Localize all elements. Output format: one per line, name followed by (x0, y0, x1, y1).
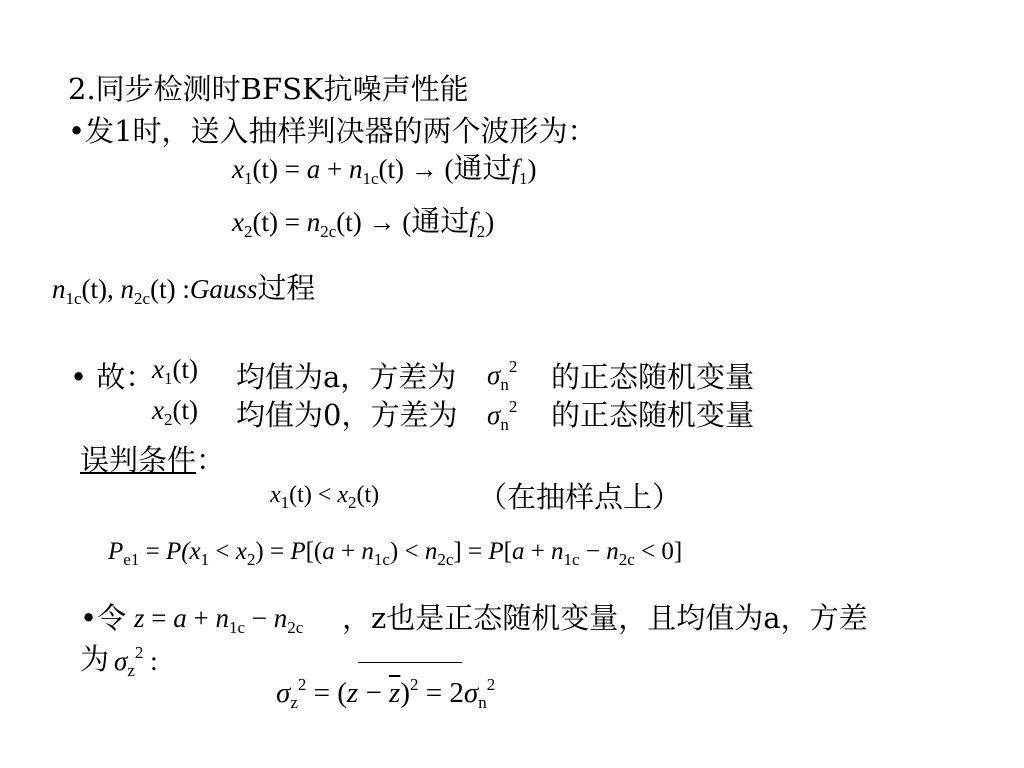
z-bar: $\overline{z}$ (389, 677, 401, 709)
variance-equation: $\sigma_z^2 = (z - \overline{z})^2 = 2\sigma_n^2$ (276, 675, 496, 712)
therefore-row1-text1: 均值为a，方差为 (236, 360, 457, 394)
error-inequality: $x_1(t) < x_2(t)$ (270, 482, 380, 512)
equation-x2: $x_2(t) = n_{2c}(t)$ → (通过$f_2$) (232, 206, 495, 241)
equation-x1: $x_1(t) = a + n_{1c}(t)$ → (通过$f_1$) (232, 153, 537, 188)
expectation-overline (358, 662, 462, 663)
therefore-bullet: • 故： (70, 360, 155, 394)
let-bullet: •令 (80, 601, 127, 635)
sampling-point-note: （在抽样点上） (478, 480, 682, 514)
therefore-row1-sigma: $\sigma_n^2$ (487, 357, 518, 394)
therefore-row1-var: $x_1(t)$ (152, 354, 198, 388)
therefore-row2-text2: 的正态随机变量 (551, 398, 755, 432)
error-condition-heading: 误判条件： (80, 443, 226, 477)
therefore-row2-text1: 均值为0，方差为 (236, 398, 458, 432)
therefore-row2-var: $x_2(t)$ (152, 395, 198, 429)
variance-prefix: 为 (80, 642, 110, 676)
gauss-process-line: $n_{1c}(t)$, $n_{2c}(t)$ :Gauss过程 (52, 273, 316, 308)
z-description: ，z也是正态随机变量，且均值为a，方差 (342, 601, 868, 635)
slide-title: 2.同步检测时BFSK抗噪声性能 (68, 72, 469, 106)
therefore-row1-text2: 的正态随机变量 (551, 360, 755, 394)
bullet-send-one: •发1时，送入抽样判决器的两个波形为： (68, 114, 597, 148)
error-probability-equation: $P_{e1} = P(x_1 < x_2) = P[(a + n_{1c}) < n_{2c}] = P[a + n_{1c} - n_{2c} < 0]$ (108, 538, 683, 569)
z-definition: $z = a + n_{1c} - n_{2c}$ (134, 603, 304, 637)
therefore-row2-sigma: $\sigma_n^2$ (487, 397, 518, 434)
sigma-z-squared: $\sigma_z^2$ : (114, 643, 158, 680)
